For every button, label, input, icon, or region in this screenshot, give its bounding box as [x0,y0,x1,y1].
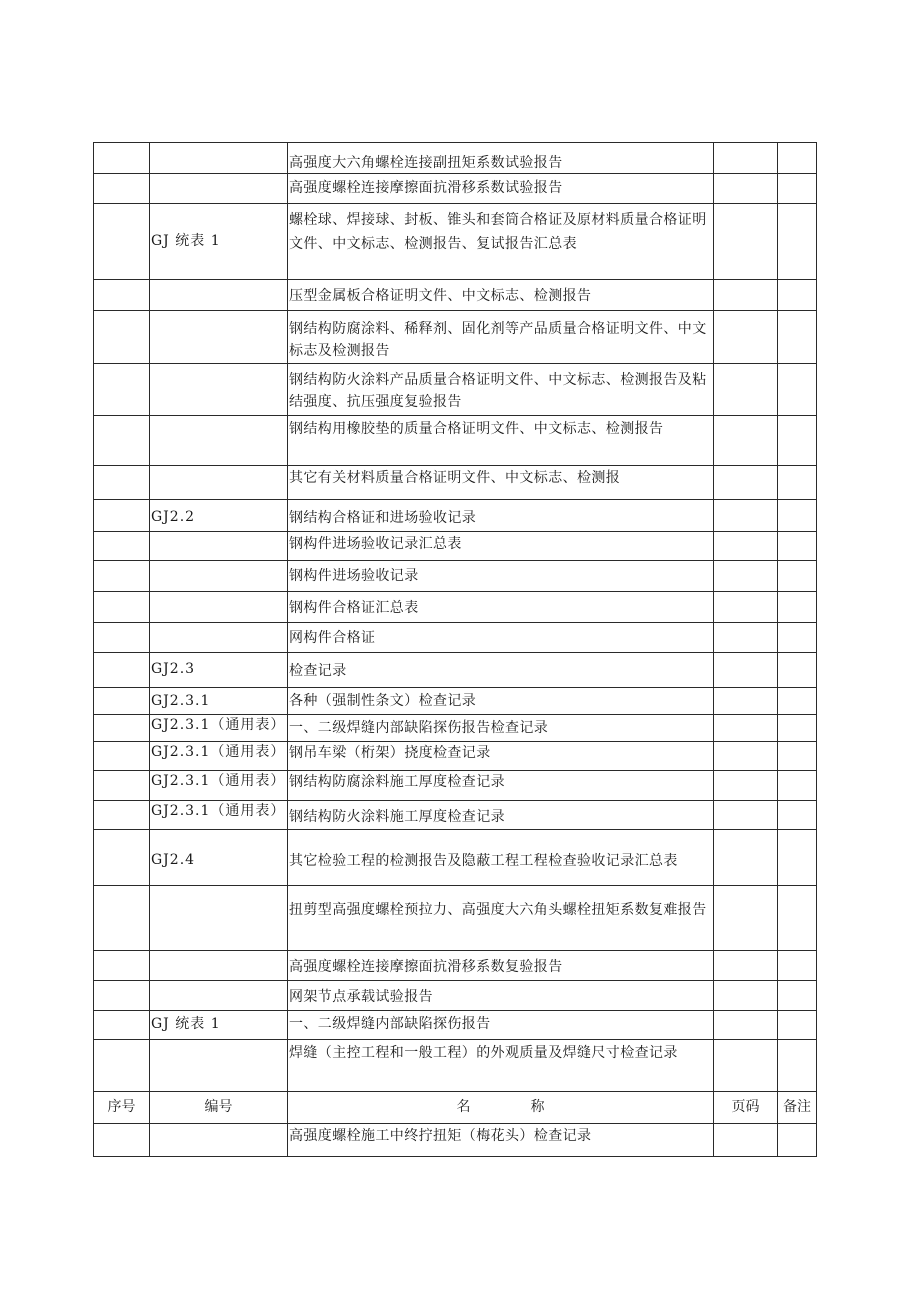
code-text: GJ 统表 1 [151,1016,221,1032]
code-cell [150,981,288,1011]
page-cell [714,174,778,204]
remark-cell [778,742,817,771]
page-cell [714,771,778,801]
code-cell [150,653,288,688]
code-text [150,1040,287,1042]
table-row [94,886,817,951]
remark-cell [778,143,817,174]
header-index [94,1092,150,1124]
name-cell [288,143,714,174]
index-cell [94,830,150,886]
page-cell [714,886,778,951]
code-text [150,311,287,313]
page-cell [714,801,778,830]
index-cell [94,561,150,592]
code-text: GJ2.3.1 [151,693,211,709]
name-text: 钢构件进场验收记录 [289,568,419,584]
index-cell [94,311,150,364]
table-row [94,280,817,311]
table-row [94,801,817,830]
table-row [94,174,817,204]
table-row [94,688,817,715]
page-cell [714,742,778,771]
table-row [94,561,817,592]
code-text [150,280,287,282]
code-text [150,364,287,366]
table-row [94,1124,817,1157]
name-cell [288,623,714,653]
index-cell [94,174,150,204]
header-code-label: 编号 [204,1099,233,1115]
page-cell [714,466,778,500]
index-cell [94,951,150,981]
header-remark [778,1092,817,1124]
name-cell [288,466,714,500]
page-cell [714,416,778,466]
remark-cell [778,204,817,280]
table-row [94,715,817,742]
name-text: 网构件合格证 [289,630,376,646]
remark-cell [778,771,817,801]
code-text: GJ2.3.1（通用表） [151,773,286,789]
code-text: GJ2.2 [151,509,196,525]
name-cell [288,1124,714,1157]
name-text: 钢构件合格证汇总表 [289,600,419,616]
code-cell [150,886,288,951]
name-text: 钢结构防腐涂料施工厚度检查记录 [289,774,505,790]
remark-cell [778,951,817,981]
name-cell [288,204,714,280]
code-text [150,561,287,563]
remark-cell [778,715,817,742]
remark-cell [778,830,817,886]
page-cell [714,623,778,653]
code-text [150,623,287,625]
table-header-row [94,1092,817,1124]
index-cell [94,715,150,742]
code-text: GJ2.3.1（通用表） [151,803,286,819]
page-cell [714,364,778,416]
page-cell [714,715,778,742]
code-cell [150,280,288,311]
code-cell [150,143,288,174]
page-cell [714,981,778,1011]
index-cell [94,532,150,561]
index-cell [94,886,150,951]
index-cell [94,653,150,688]
code-text [150,466,287,468]
code-text: GJ2.4 [151,852,196,868]
code-text [150,951,287,953]
index-cell [94,204,150,280]
name-text: 扭剪型高强度螺栓预拉力、高强度大六角头螺栓扭矩系数复难报告 [289,902,707,918]
page-cell [714,592,778,623]
code-cell [150,830,288,886]
remark-cell [778,623,817,653]
name-cell [288,311,714,364]
document-table [93,142,817,1157]
table-row [94,1011,817,1040]
page-cell [714,280,778,311]
remark-cell [778,886,817,951]
name-text: 螺栓球、焊接球、封板、锥头和套筒合格证及原材料质量合格证明文件、中文标志、检测报告、复试报告汇总表 [289,212,707,252]
remark-cell [778,561,817,592]
name-cell [288,561,714,592]
code-cell [150,801,288,830]
name-text: 一、二级焊缝内部缺陷探伤报告 [289,1016,491,1032]
header-name-label-part2: 称 [530,1099,545,1115]
table-row [94,364,817,416]
table-row [94,742,817,771]
name-cell [288,742,714,771]
remark-cell [778,981,817,1011]
table-row [94,592,817,623]
code-cell [150,561,288,592]
page-cell [714,951,778,981]
name-text: 高强度大六角螺栓连接副扭矩系数试验报告 [289,155,563,171]
name-text: 其它有关材料质量合格证明文件、中文标志、检测报 [289,470,621,486]
code-text: GJ 统表 1 [151,233,221,249]
remark-cell [778,174,817,204]
remark-cell [778,1124,817,1157]
name-text: 高强度螺栓连接摩擦面抗滑移系数试验报告 [289,180,563,196]
name-cell [288,653,714,688]
header-name [288,1092,714,1124]
index-cell [94,623,150,653]
name-text: 压型金属板合格证明文件、中文标志、检测报告 [289,288,592,304]
code-cell [150,951,288,981]
index-cell [94,742,150,771]
code-cell [150,416,288,466]
name-text: 网架节点承载试验报告 [289,989,433,1005]
remark-cell [778,311,817,364]
code-cell [150,623,288,653]
name-text: 高强度螺栓施工中终拧扭矩（梅花头）检查记录 [289,1128,592,1144]
code-cell [150,364,288,416]
header-code [150,1092,288,1124]
page-cell [714,561,778,592]
page-cell [714,532,778,561]
remark-cell [778,653,817,688]
code-cell [150,466,288,500]
page-cell [714,1011,778,1040]
code-cell [150,771,288,801]
index-cell [94,280,150,311]
page-cell [714,500,778,532]
table-row [94,416,817,466]
name-cell [288,886,714,951]
header-page-label: 页码 [731,1099,760,1115]
table-row [94,623,817,653]
page-cell [714,143,778,174]
name-text: 钢结构防火涂料产品质量合格证明文件、中文标志、检测报告及粘结强度、抗压强度复验报告 [289,372,707,410]
remark-cell [778,466,817,500]
page-cell [714,1040,778,1092]
table-row [94,532,817,561]
name-cell [288,801,714,830]
code-cell [150,688,288,715]
index-cell [94,801,150,830]
index-cell [94,592,150,623]
index-cell [94,1040,150,1092]
index-cell [94,416,150,466]
index-cell [94,143,150,174]
code-cell [150,1040,288,1092]
code-text [150,981,287,983]
name-cell [288,951,714,981]
remark-cell [778,688,817,715]
header-page [714,1092,778,1124]
remark-cell [778,364,817,416]
name-cell [288,1040,714,1092]
table-row [94,311,817,364]
name-cell [288,532,714,561]
index-cell [94,1124,150,1157]
code-cell [150,592,288,623]
name-cell [288,500,714,532]
remark-cell [778,801,817,830]
table-row [94,500,817,532]
name-text: 钢吊车梁（桁架）挠度检查记录 [289,745,491,761]
remark-cell [778,1011,817,1040]
name-text: 其它检验工程的检测报告及隐蔽工程工程检查验收记录汇总表 [289,853,678,869]
code-text: GJ2.3.1（通用表） [151,744,286,760]
name-cell [288,364,714,416]
code-cell [150,174,288,204]
remark-cell [778,500,817,532]
code-text [150,532,287,534]
code-text: GJ2.3 [151,661,196,677]
name-cell [288,280,714,311]
header-name-label-part1: 名 [456,1099,471,1115]
table-row [94,466,817,500]
name-cell [288,688,714,715]
table-row [94,981,817,1011]
table-row [94,830,817,886]
name-text: 钢构件进场验收记录汇总表 [289,536,462,552]
remark-cell [778,532,817,561]
header-index-label: 序号 [107,1099,136,1115]
index-cell [94,771,150,801]
name-cell [288,771,714,801]
code-cell [150,742,288,771]
page-cell [714,653,778,688]
code-text [150,1124,287,1126]
code-cell [150,204,288,280]
page-cell [714,204,778,280]
name-cell [288,592,714,623]
table-row [94,1040,817,1092]
index-cell [94,688,150,715]
remark-cell [778,416,817,466]
name-cell [288,981,714,1011]
code-cell [150,532,288,561]
page-cell [714,688,778,715]
code-cell [150,715,288,742]
name-text: 一、二级焊缝内部缺陷探伤报告检查记录 [289,720,549,736]
header-remark-label: 备注 [783,1099,811,1115]
table-row [94,143,817,174]
page-cell [714,311,778,364]
remark-cell [778,280,817,311]
name-cell [288,830,714,886]
code-cell [150,311,288,364]
remark-cell [778,592,817,623]
index-cell [94,1011,150,1040]
index-cell [94,500,150,532]
code-text [150,174,287,176]
name-text: 检查记录 [289,663,347,679]
name-cell [288,1011,714,1040]
code-text [150,886,287,888]
code-cell [150,1011,288,1040]
table-row [94,951,817,981]
code-cell [150,1124,288,1157]
table-row [94,653,817,688]
code-text: GJ2.3.1（通用表） [151,717,286,733]
name-text: 钢结构防火涂料施工厚度检查记录 [289,809,505,825]
code-text [150,416,287,418]
name-text: 焊缝（主控工程和一般工程）的外观质量及焊缝尺寸检查记录 [289,1045,678,1061]
name-cell [288,416,714,466]
remark-cell [778,1040,817,1092]
name-text: 钢结构合格证和进场验收记录 [289,510,477,526]
index-cell [94,981,150,1011]
table-row [94,204,817,280]
index-cell [94,466,150,500]
page-cell [714,1124,778,1157]
code-cell [150,500,288,532]
name-text: 高强度螺栓连接摩擦面抗滑移系数复验报告 [289,959,563,975]
index-cell [94,364,150,416]
code-text [150,592,287,594]
name-text: 各种（强制性条文）检查记录 [289,693,477,709]
table-row [94,771,817,801]
name-cell [288,715,714,742]
page-cell [714,830,778,886]
code-text [150,143,287,145]
name-text: 钢结构用橡胶垫的质量合格证明文件、中文标志、检测报告 [289,421,664,437]
name-text: 钢结构防腐涂料、稀释剂、固化剂等产品质量合格证明文件、中文标志及检测报告 [289,321,707,359]
name-cell [288,174,714,204]
